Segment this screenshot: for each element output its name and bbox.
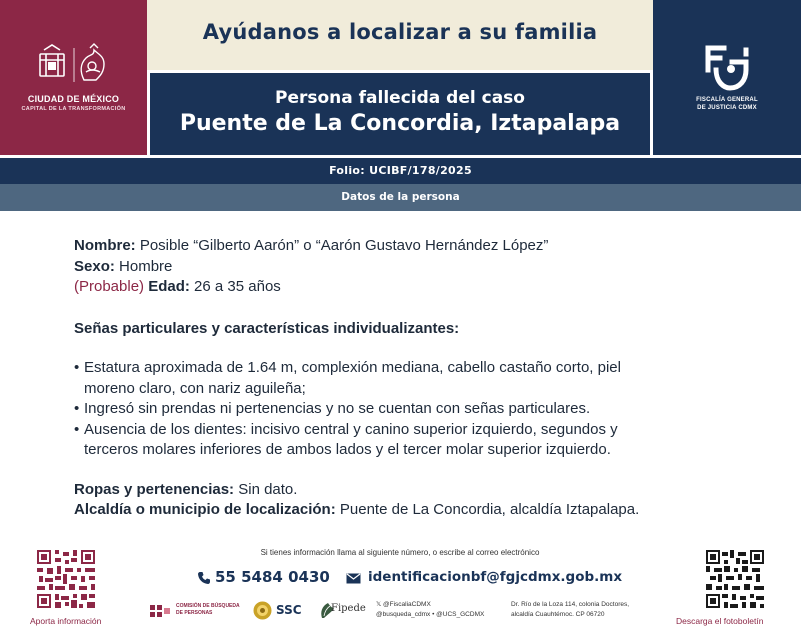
qr-code-icon[interactable] bbox=[37, 550, 95, 608]
social-handle-fiscalia[interactable]: 𝕏 @FiscaliaCDMX bbox=[376, 601, 431, 608]
alcaldia-label: Alcaldía o municipio de localización: bbox=[74, 501, 336, 518]
social-handles bbox=[376, 600, 484, 620]
folio-bar: Folio: UCIBF/178/2025 bbox=[0, 155, 801, 184]
list-item: • Ausencia de los dientes: incisivo central y canino superior izquierdo, segundos y terceros molares inferiores de ambos lados y el tercer molar superior izquierdo. bbox=[74, 420, 618, 458]
nombre-label: Nombre: bbox=[74, 237, 136, 254]
person-details bbox=[74, 236, 754, 521]
cbp-logo-icon bbox=[150, 603, 172, 619]
cdmx-logo-tagline: CAPITAL DE LA TRANSFORMACIÓN bbox=[21, 106, 126, 112]
ssc-badge-icon bbox=[253, 601, 272, 620]
alcaldia-value: Puente de La Concordia, alcaldía Iztapalapa. bbox=[335, 501, 640, 518]
nombre-value: Posible “Gilberto Aarón” o “Aarón Gustavo Hernández López” bbox=[135, 237, 549, 254]
qr-code-icon[interactable] bbox=[706, 550, 764, 608]
nombre-row bbox=[74, 236, 754, 257]
headline: Ayúdanos a localizar a su familia bbox=[202, 20, 598, 44]
office-address: Dr. Río de la Loza 114, colonia Doctores, alcaldía Cuauhtémoc. CP 06720 bbox=[511, 601, 630, 618]
case-title: Puente de La Concordia, Iztapalapa bbox=[179, 111, 621, 136]
fipede-logo-text: Fipede bbox=[331, 603, 366, 614]
edad-value: 26 a 35 años bbox=[189, 278, 281, 295]
fgj-logo-icon bbox=[700, 42, 752, 92]
senas-list bbox=[74, 358, 754, 461]
phone-number-link[interactable]: 55 5484 0430 bbox=[215, 568, 330, 586]
ropas-label: Ropas y pertenencias: bbox=[74, 480, 235, 498]
cdmx-emblem-icon bbox=[32, 42, 116, 86]
qr-left-caption: Aporta información bbox=[30, 616, 102, 626]
qr-right-caption: Descarga el fotoboletín bbox=[676, 616, 764, 626]
fgj-logo-name: FISCALÍA GENERAL DE JUSTICIA CDMX bbox=[696, 97, 758, 111]
sexo-label: Sexo: bbox=[74, 257, 115, 275]
section-bar: Datos de la persona bbox=[0, 184, 801, 211]
sexo-row bbox=[74, 257, 754, 278]
mail-icon bbox=[346, 573, 361, 584]
ssc-logo-text: SSC bbox=[276, 603, 302, 617]
list-item: • Estatura aproximada de 1.64 m, complexión mediana, cabello castaño corto, piel moreno claro, con nariz aguileña; bbox=[74, 359, 621, 397]
edad-row bbox=[74, 277, 754, 298]
contact-instructions: Si tienes información llama al siguiente número, o escribe al correo electrónico bbox=[260, 548, 540, 557]
cbp-logo-text: COMISIÓN DE BÚSQUEDA DE PERSONAS bbox=[176, 603, 240, 616]
email-link[interactable]: identificacionbf@fgjcdmx.gob.mx bbox=[368, 569, 623, 585]
senas-title: Señas particulares y características individualizantes: bbox=[74, 319, 460, 337]
phone-icon bbox=[197, 571, 211, 585]
sexo-value: Hombre bbox=[114, 257, 173, 275]
list-item: • Ingresó sin prendas ni pertenencias y no se cuentan con señas particulares. bbox=[74, 400, 591, 417]
header bbox=[0, 0, 801, 155]
edad-label: Edad: bbox=[144, 278, 190, 295]
edad-probable-prefix: (Probable) bbox=[74, 278, 145, 295]
case-subtitle: Persona fallecida del caso bbox=[275, 88, 525, 108]
alcaldia-row bbox=[74, 500, 754, 521]
cdmx-logo-name: CIUDAD DE MÉXICO bbox=[27, 94, 120, 104]
social-handle-busqueda[interactable]: @busqueda_cdmx • @UCS_GCDMX bbox=[376, 611, 485, 618]
ropas-value: Sin dato. bbox=[234, 480, 298, 498]
ropas-row bbox=[74, 480, 754, 501]
